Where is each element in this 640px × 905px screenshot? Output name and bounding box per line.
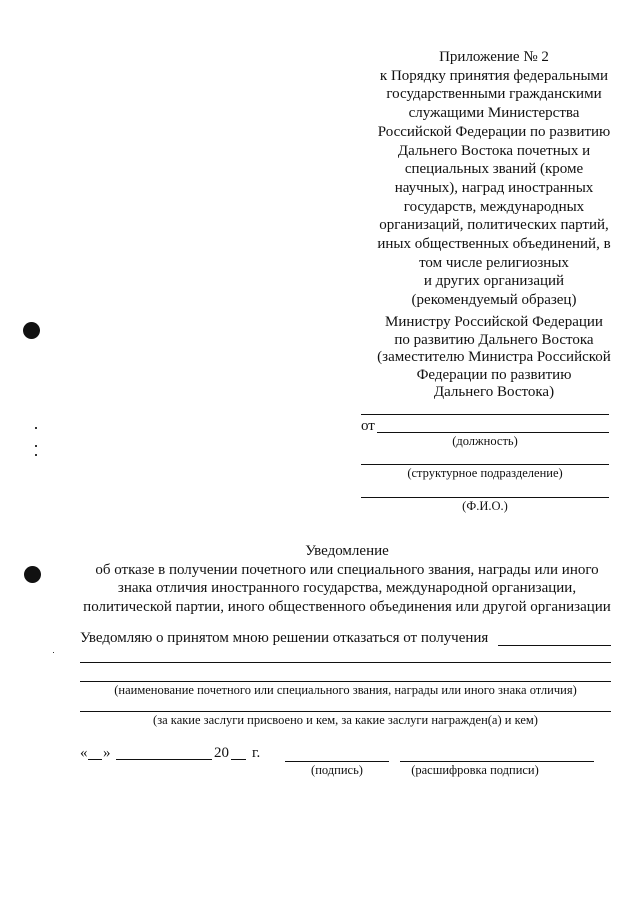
date-day-field[interactable]	[88, 759, 102, 760]
notice-title: Уведомление	[305, 543, 389, 559]
department-caption: (структурное подразделение)	[407, 466, 563, 480]
sender-blank-line[interactable]	[361, 414, 609, 415]
date-year-prefix: 20	[214, 745, 229, 761]
scan-speck	[53, 652, 54, 653]
appendix-line: (рекомендуемый образец)	[411, 292, 577, 309]
award-name-caption: (наименование почетного или специального звания, награды или иного знака отличия)	[114, 683, 577, 697]
appendix-line: Российской Федерации по развитию	[377, 123, 611, 140]
addressee-line: по развитию Дальнего Востока	[394, 331, 594, 348]
department-field[interactable]	[361, 464, 609, 465]
scan-speck	[35, 454, 37, 456]
addressee-block	[360, 314, 628, 402]
date-close-quote: »	[103, 745, 111, 761]
full-name-caption: (Ф.И.О.)	[462, 499, 508, 513]
merit-field[interactable]	[80, 711, 611, 712]
punch-hole-bottom	[24, 566, 41, 583]
appendix-line: научных), наград иностранных	[394, 179, 594, 196]
position-caption: (должность)	[452, 434, 518, 448]
award-name-field-line-2[interactable]	[80, 662, 611, 663]
scan-speck	[35, 445, 37, 447]
appendix-line: государств, международных	[403, 198, 585, 215]
notice-subtitle-line: знака отличия иностранного государства, международной организации,	[117, 580, 577, 596]
signature-decoding-field[interactable]	[400, 761, 594, 762]
signature-caption: (подпись)	[311, 763, 363, 777]
addressee-line: (заместителю Министра Российской	[377, 349, 611, 366]
award-name-field-line-3[interactable]	[80, 681, 611, 682]
appendix-line: иных общественных объединений, в	[377, 236, 611, 253]
position-field[interactable]	[377, 432, 609, 433]
date-year-suffix: г.	[252, 745, 261, 761]
punch-hole-top	[23, 322, 40, 339]
appendix-line: и других организаций	[423, 273, 565, 290]
notice-title-block	[40, 542, 640, 616]
appendix-line: служащими Министерства	[408, 105, 580, 122]
addressee-line: Федерации по развитию	[416, 366, 572, 383]
notice-subtitle-line: политической партии, иного общественного объединения или другой организации	[83, 598, 611, 615]
appendix-line: том числе религиозных	[419, 254, 569, 271]
award-name-field-start[interactable]	[498, 645, 611, 646]
appendix-line: Дальнего Востока почетных и	[397, 142, 591, 159]
date-open-quote: «	[80, 745, 88, 761]
merit-caption: (за какие заслуги присвоено и кем, за какие заслуги награжден(а) и кем)	[153, 713, 538, 727]
appendix-line: специальных званий (кроме	[404, 161, 584, 178]
appendix-line: Приложение № 2	[439, 49, 549, 65]
from-label: от	[361, 418, 375, 434]
appendix-line: государственными гражданскими	[386, 86, 602, 103]
addressee-line: Министру Российской Федерации	[385, 314, 603, 330]
signature-field[interactable]	[285, 761, 389, 762]
appendix-line: организаций, политических партий,	[379, 217, 609, 234]
signature-decoding-caption: (расшифровка подписи)	[411, 763, 539, 777]
addressee-line: Дальнего Востока)	[433, 384, 555, 401]
appendix-header	[360, 48, 628, 310]
notice-statement: Уведомляю о принятом мною решении отказаться от получения	[80, 630, 489, 646]
date-year-field[interactable]	[231, 759, 246, 760]
full-name-field[interactable]	[361, 497, 609, 498]
notice-subtitle-line: об отказе в получении почетного или специального звания, награды или иного	[95, 561, 599, 578]
scan-speck	[35, 427, 37, 429]
appendix-line: к Порядку принятия федеральными	[379, 67, 609, 84]
date-month-field[interactable]	[116, 759, 212, 760]
